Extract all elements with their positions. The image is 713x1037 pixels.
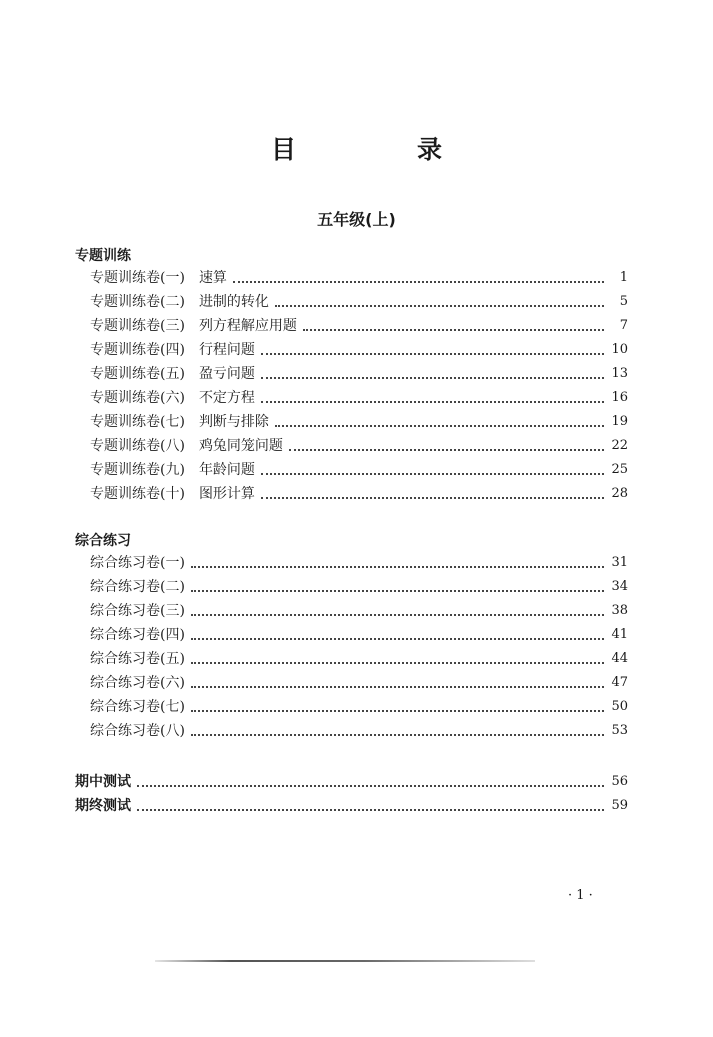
toc-entry-name: 专题训练卷(十) <box>90 486 185 502</box>
leader-dots <box>191 590 604 616</box>
toc-entry-subtitle: 进制的转化 <box>198 294 269 310</box>
toc-entry-name: 期终测试 <box>75 798 131 814</box>
toc-entry-page: 1 <box>619 270 628 285</box>
section-heading-comprehensive: 综合练习 <box>75 533 131 549</box>
toc-entry-name: 专题训练卷(五) <box>90 366 185 382</box>
toc-entry-name: 专题训练卷(九) <box>90 462 185 478</box>
toc-entry-subtitle: 不定方程 <box>198 390 255 406</box>
toc-entry-name: 综合练习卷(二) <box>90 579 185 595</box>
leader-dots <box>137 785 604 811</box>
toc-entry-name: 专题训练卷(八) <box>90 438 185 454</box>
toc-entry-page: 41 <box>611 627 628 642</box>
leader-dots <box>137 761 604 787</box>
toc-entry-name: 专题训练卷(一) <box>90 270 185 286</box>
grade-heading: 五年级(上) <box>317 210 396 229</box>
toc-entry-subtitle: 判断与排除 <box>198 414 269 430</box>
toc-entry-name: 综合练习卷(七) <box>90 699 185 715</box>
toc-entry-page: 56 <box>611 774 628 789</box>
leader-dots <box>191 566 604 592</box>
leader-dots <box>261 473 604 499</box>
toc-entry-page: 22 <box>611 438 628 453</box>
leader-dots <box>289 425 604 451</box>
toc-entry-page: 47 <box>611 675 628 690</box>
leader-dots <box>233 257 604 283</box>
toc-entry-subtitle: 盈亏问题 <box>198 366 255 382</box>
toc-entry-name: 专题训练卷(二) <box>90 294 185 310</box>
toc-entry-page: 13 <box>611 366 628 381</box>
toc-entry-page: 59 <box>611 798 628 813</box>
toc-entry-name: 专题训练卷(四) <box>90 342 185 358</box>
toc-entry[interactable] <box>90 482 628 506</box>
leader-dots <box>191 686 604 712</box>
toc-entry-name: 综合练习卷(四) <box>90 627 185 643</box>
toc-entry-page: 50 <box>611 699 628 714</box>
toc-entry-subtitle: 年龄问题 <box>198 462 255 478</box>
toc-entry-page: 34 <box>611 579 628 594</box>
toc-entry-subtitle: 图形计算 <box>198 486 255 502</box>
toc-entry-name: 综合练习卷(三) <box>90 603 185 619</box>
leader-dots <box>261 449 604 475</box>
toc-entry-page: 5 <box>619 294 628 309</box>
leader-dots <box>261 377 604 403</box>
toc-entry-page: 53 <box>611 723 628 738</box>
toc-entry-name: 专题训练卷(三) <box>90 318 185 334</box>
section-heading-special: 专题训练 <box>75 248 131 264</box>
toc-entry-name: 综合练习卷(八) <box>90 723 185 739</box>
page-number: · 1 · <box>568 888 593 903</box>
toc-entry-subtitle: 鸡兔同笼问题 <box>198 438 283 454</box>
toc-entry[interactable] <box>90 719 628 743</box>
toc-entry-subtitle: 速算 <box>198 270 227 286</box>
toc-entry-name: 期中测试 <box>75 774 131 790</box>
scan-artifact-line <box>155 960 535 962</box>
toc-entry-name: 综合练习卷(六) <box>90 675 185 691</box>
toc-entry-page: 16 <box>611 390 628 405</box>
toc-entry-name: 综合练习卷(一) <box>90 555 185 571</box>
toc-entry-name: 专题训练卷(六) <box>90 390 185 406</box>
leader-dots <box>191 638 604 664</box>
toc-entry-page: 44 <box>611 651 628 666</box>
toc-entry-name: 专题训练卷(七) <box>90 414 185 430</box>
leader-dots <box>261 353 604 379</box>
toc-entry-final[interactable] <box>75 794 628 818</box>
toc-entry-page: 19 <box>611 414 628 429</box>
leader-dots <box>191 710 604 736</box>
toc-entry-name: 综合练习卷(五) <box>90 651 185 667</box>
toc-entry-page: 31 <box>611 555 628 570</box>
leader-dots <box>261 329 604 355</box>
toc-entry-page: 10 <box>611 342 628 357</box>
leader-dots <box>275 281 604 307</box>
leader-dots <box>191 542 604 568</box>
toc-entry-page: 7 <box>619 318 628 333</box>
toc-entry-subtitle: 行程问题 <box>198 342 255 358</box>
leader-dots <box>191 662 604 688</box>
leader-dots <box>191 614 604 640</box>
leader-dots <box>303 305 604 331</box>
toc-entry-subtitle: 列方程解应用题 <box>198 318 297 334</box>
page-title: 目 录 <box>270 135 490 164</box>
toc-entry-page: 28 <box>611 486 628 501</box>
toc-entry-page: 25 <box>611 462 628 477</box>
toc-entry-page: 38 <box>611 603 628 618</box>
leader-dots <box>275 401 604 427</box>
